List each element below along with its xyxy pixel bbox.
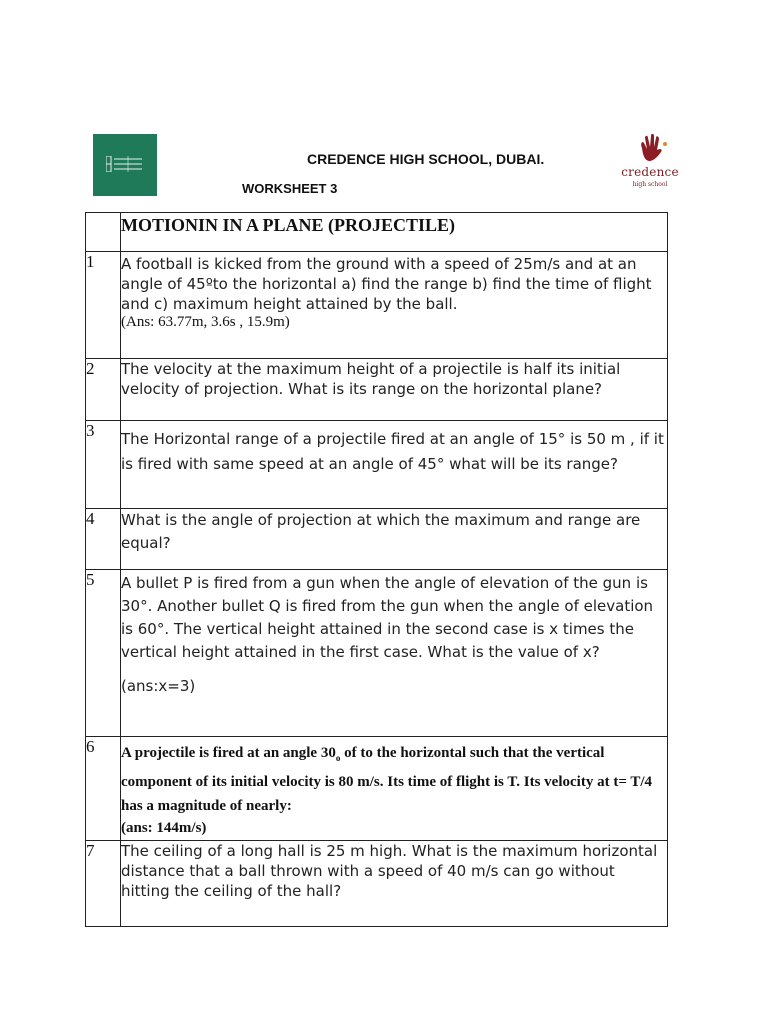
row-number [86,213,121,252]
credence-logo [618,134,682,194]
table-row [86,252,668,359]
table-row [86,509,668,570]
table-row [86,421,668,509]
degree-mark: o [335,753,341,763]
worksheet-table [85,212,668,927]
credence-wordmark: credence [621,165,679,179]
answer-text: (Ans: 63.77m, 3.6s , 15.9m) [121,314,290,330]
question-text: The velocity at the maximum height of a projectile is half its initial velocity of projection. What is its range on the horizontal plane? [121,360,621,398]
credence-subtitle: high school [632,181,668,188]
row-number: 3 [86,421,121,509]
row-number: 6 [86,737,121,841]
question-text: The Horizontal range of a projectile fired at an angle of 15° is 50 m , if it is fired with same speed at an angle of 45° what will be its range? [121,430,664,473]
answer-text: (ans: 144m/s) [121,820,207,836]
question-text: A projectile is fired at an angle $30_o$ of to the horizontal such that the vertical component of its initial velocity is 80 m/s. Its time of flight is T. Its velocity at t= T/4 has a magnitude of nearly: [121,745,653,814]
table-row [86,359,668,421]
row-number: 2 [86,359,121,421]
question-text: A bullet P is fired from a gun when the angle of elevation of the gun is 30°. Another bullet Q is fired from the gun when the angle of elevation is 60°. The vertical height attained in the second case is x times the vertical height attained in the first case. What is the value of x? [121,574,654,661]
worksheet-title: WORKSHEET 3 [242,181,338,196]
row-number: 1 [86,252,121,359]
row-number: 7 [86,841,121,927]
row-number: 5 [86,570,121,737]
school-name: CREDENCE HIGH SCHOOL, DUBAI. [307,151,545,167]
question-text: The ceiling of a long hall is 25 m high. What is the maximum horizontal distance that a ball thrown with a speed of 40 m/s can go without hitting the ceiling of the hall? [121,842,658,900]
question-text: What is the angle of projection at which the maximum and range are equal? [121,511,641,552]
table-row [86,737,668,841]
emblem-icon [106,156,142,172]
table-row [86,213,668,252]
answer-text: (ans:x=3) [121,677,196,695]
table-row [86,841,668,927]
page-title: MOTIONIN IN A PLANE (PROJECTILE) [121,215,456,235]
question-text: A football is kicked from the ground with a speed of 25m/s and at an angle of 45ºto the horizontal a) find the range b) find the time of flight and c) maximum height attained by the ball. [121,255,652,313]
row-number: 4 [86,509,121,570]
school-logo-left [93,134,157,196]
table-row [86,570,668,737]
hand-icon [638,134,668,164]
